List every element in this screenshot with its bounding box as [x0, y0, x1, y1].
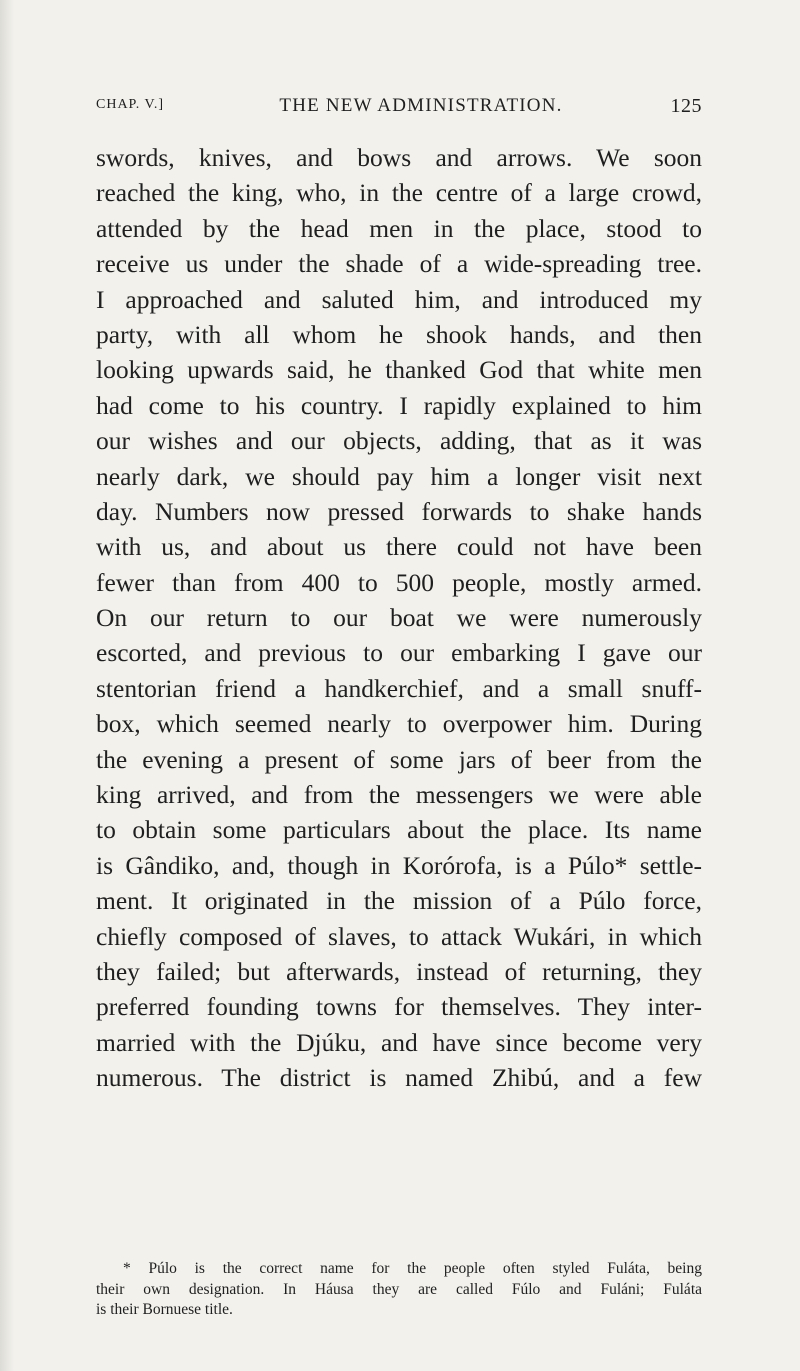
body-line: numerous. The district is named Zhibú, and a few — [96, 1063, 702, 1093]
body-line: with us, and about us there could not have been — [96, 532, 702, 562]
body-line: married with the Djúku, and have since become very — [96, 1027, 702, 1057]
body-line: swords, knives, and bows and arrows. We soon — [96, 143, 702, 172]
body-line: chiefly composed of slaves, to attack Wukári, in which — [96, 921, 702, 951]
body-line: escorted, and previous to our embarking I gave our — [96, 638, 702, 668]
body-line: attended by the head men in the place, stood to — [96, 213, 702, 243]
body-line: the evening a present of some jars of beer from the — [96, 744, 702, 774]
body-line: had come to his country. I rapidly explained to him — [96, 390, 702, 420]
running-header — [96, 95, 702, 125]
footnote-line: is their Bornuese title. — [96, 1301, 233, 1318]
body-line: reached the king, who, in the centre of a large crowd, — [96, 178, 702, 208]
page-gutter-shadow — [0, 0, 14, 1371]
body-text — [96, 140, 702, 1096]
body-line: day. Numbers now pressed forwards to shake hands — [96, 496, 702, 526]
body-line: On our return to our boat we were numerously — [96, 603, 702, 633]
body-line: our wishes and our objects, adding, that as it was — [96, 426, 702, 456]
body-line: they failed; but afterwards, instead of returning, they — [96, 956, 702, 986]
body-line: party, with all whom he shook hands, and then — [96, 319, 702, 349]
running-title: THE NEW ADMINISTRATION. — [279, 95, 563, 116]
chapter-marker: CHAP. V.] — [96, 97, 165, 112]
body-line: king arrived, and from the messengers we were able — [96, 780, 702, 810]
body-line: fewer than from 400 to 500 people, mostly armed. — [96, 567, 702, 597]
footnote-line: their own designation. In Háusa they are called Fúlo and Fuláni; Fuláta — [96, 1280, 702, 1298]
body-line: stentorian friend a handkerchief, and a small snuff- — [96, 673, 702, 703]
body-line: to obtain some particulars about the place. Its name — [96, 815, 702, 845]
body-line: looking upwards said, he thanked God that white men — [96, 355, 702, 385]
body-line: I approached and saluted him, and introduced my — [96, 284, 702, 314]
body-line: ment. It originated in the mission of a Púlo force, — [96, 886, 702, 916]
body-line: is Gândiko, and, though in Korórofa, is a Púlo* settle- — [96, 850, 702, 880]
body-line: preferred founding towns for themselves. They inter- — [96, 992, 702, 1022]
body-line: receive us under the shade of a wide-spreading tree. — [96, 249, 702, 279]
footnote — [96, 1259, 702, 1321]
footnote-line: * Púlo is the correct name for the people often styled Fuláta, being — [123, 1260, 702, 1277]
body-line: box, which seemed nearly to overpower him. During — [96, 709, 702, 739]
page-number: 125 — [670, 95, 702, 117]
body-line: nearly dark, we should pay him a longer visit next — [96, 461, 702, 491]
